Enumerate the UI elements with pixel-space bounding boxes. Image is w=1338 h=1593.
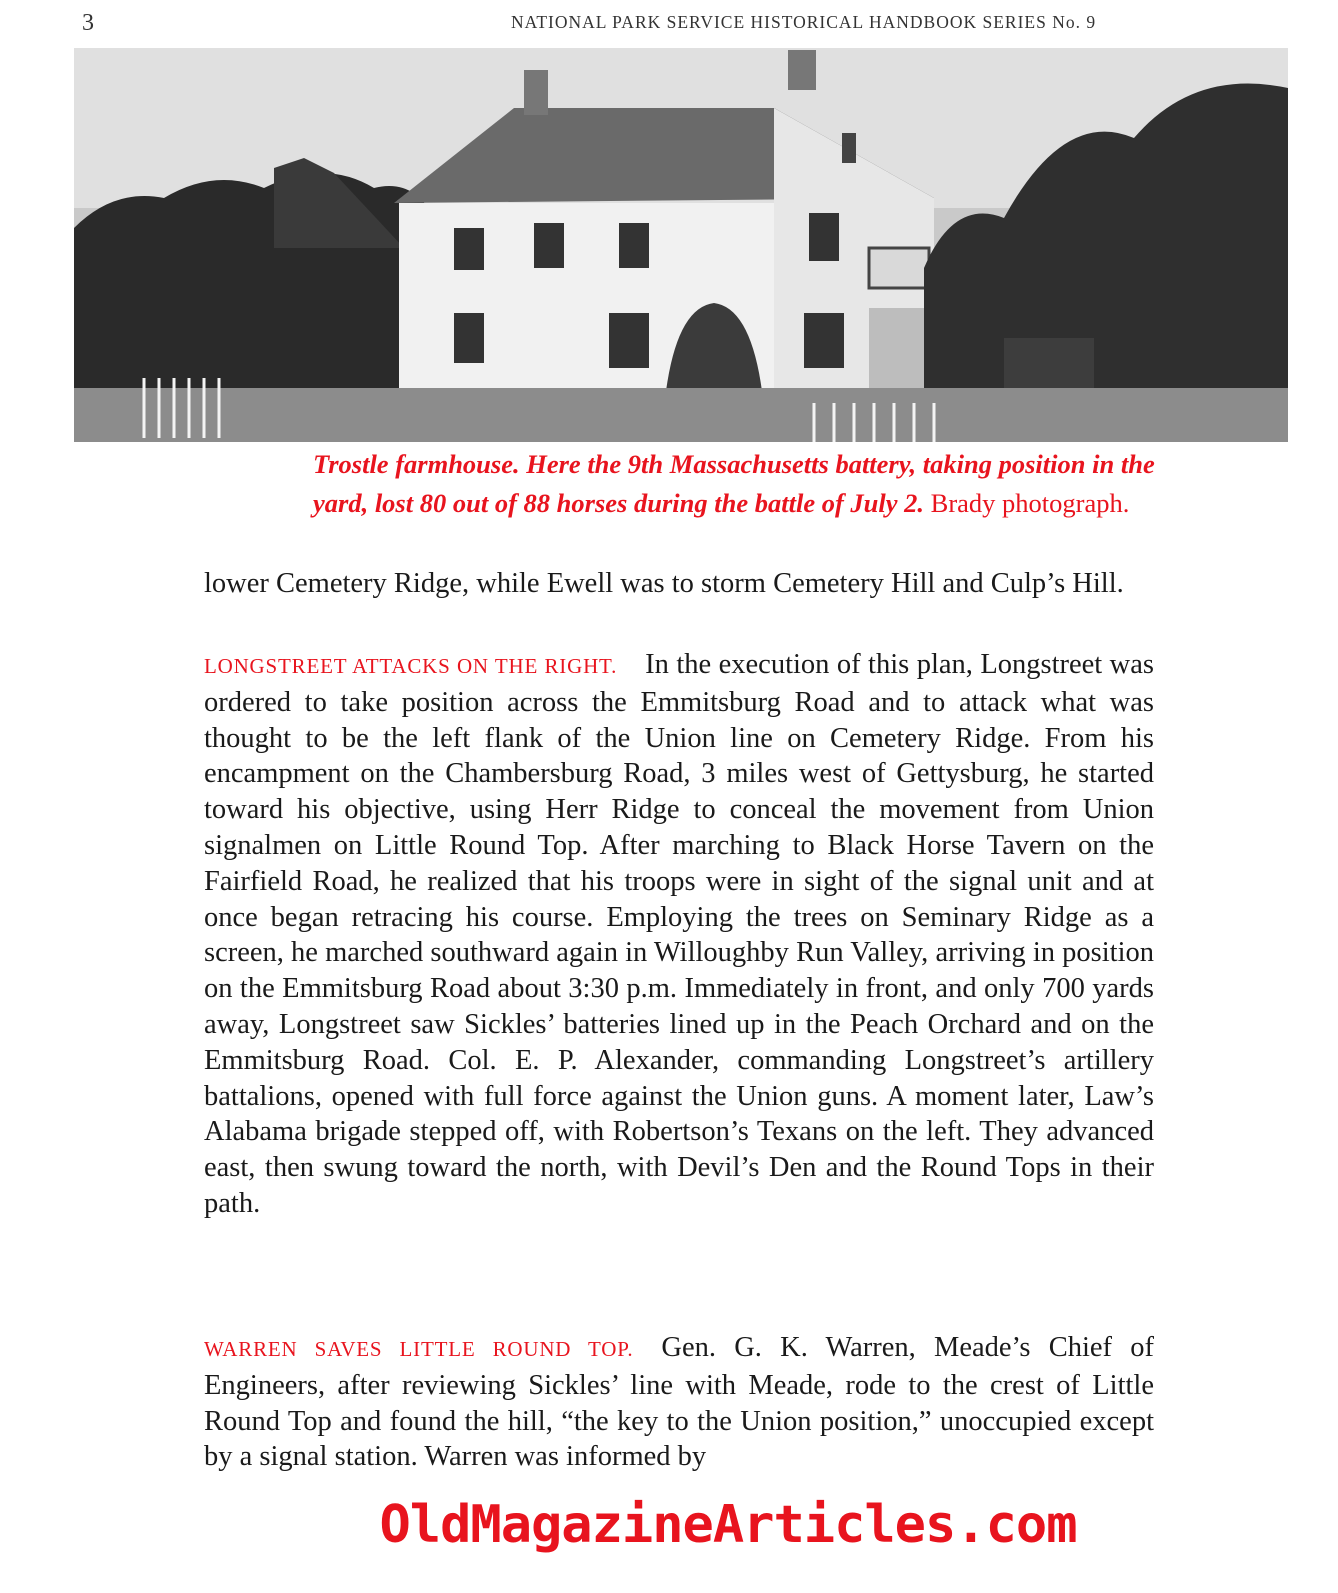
section-heading: LONGSTREET ATTACKS ON THE RIGHT.	[204, 654, 618, 678]
section-text: Gen. G. K. Warren, Meade’s Chief of Engineers, after reviewing Sickles’ line with Meade, rode to the crest of Little Round Top and found the hill, “the key to the Union position,” unoccupied except by a signal station. Warren was informed by	[204, 1332, 1154, 1473]
section-warren	[204, 1330, 1154, 1475]
caption-italic: Trostle farmhouse. Here the 9th Massachusetts battery, taking position in the yard, lost 80 out of 88 horses during the battle of July 2.	[313, 449, 1155, 518]
watermark: OldMagazineArticles.com	[379, 1495, 1077, 1555]
photo-caption	[313, 445, 1183, 523]
page-number: 3	[82, 10, 94, 36]
caption-credit: Brady photograph.	[930, 488, 1130, 518]
section-longstreet	[204, 647, 1154, 1222]
farmhouse-photo	[74, 48, 1288, 442]
section-text: In the execution of this plan, Longstreet was ordered to take position across the Emmitsburg Road and to attack what was thought to be the left flank of the Union line on Cemetery Ridge. From his encampment on the Chambersburg Road, 3 miles west of Gettysburg, he started toward his objective, using Herr Ridge to conceal the movement from Union signalmen on Little Round Top. After marching to Black Horse Tavern on the Fairfield Road, he realized that his troops were in sight of the signal unit and at once began retracing his course. Employing the trees on Seminary Ridge as a screen, he marched southward again in Willoughby Run Valley, arriving in position on the Emmitsburg Road about 3:30 p.m. Immediately in front, and only 700 yards away, Longstreet saw Sickles’ batteries lined up in the Peach Orchard and on the Emmitsburg Road. Col. E. P. Alexander, commanding Longstreet’s artillery battalions, opened with full force against the Union guns. A moment later, Law’s Alabama brigade stepped off, with Robertson’s Texans on the left. They advanced east, then swung toward the north, with Devil’s Den and the Round Tops in their path.	[204, 649, 1154, 1219]
section-heading: WARREN SAVES LITTLE ROUND TOP.	[204, 1337, 634, 1361]
opening-paragraph: lower Cemetery Ridge, while Ewell was to storm Cemetery Hill and Culp’s Hill.	[204, 568, 1124, 599]
series-title: NATIONAL PARK SERVICE HISTORICAL HANDBOOK SERIES No. 9	[511, 12, 1097, 32]
